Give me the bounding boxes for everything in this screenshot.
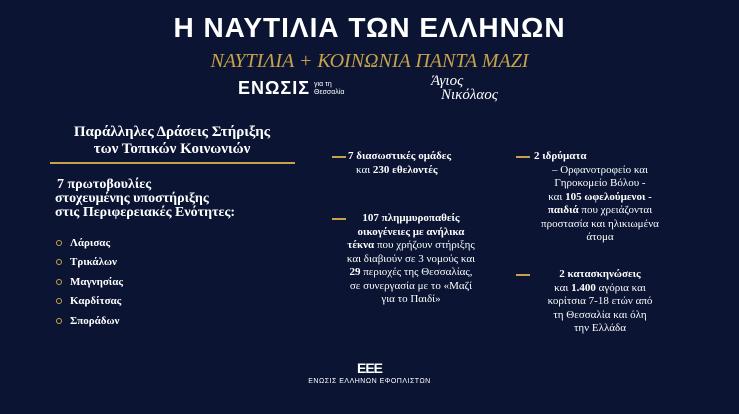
initiatives-title: 7 πρωτοβουλίες στοχευμένης υποστήριξης στις Περιφερειακές Ενότητες:: [55, 177, 236, 220]
institutions-block: 2 ιδρύματα – Ορφανοτροφείο και Γηροκομείο Βόλου - και 105 ωφελούμενοι - παιδιά που χρειάζονται προστασία και ηλικιωμένα άτομα: [520, 150, 680, 245]
section-divider: [50, 162, 295, 164]
list-item: Μαγνησίας: [56, 272, 123, 292]
page-title: Η ΝΑΥΤΙΛΙΑ ΤΩΝ ΕΛΛΗΝΩΝ: [173, 12, 566, 43]
list-item: Τρικάλων: [56, 253, 123, 273]
list-item: Σποράδων: [56, 311, 123, 331]
gold-dash: [332, 218, 346, 220]
circle-bullet-icon: [56, 298, 62, 304]
circle-bullet-icon: [56, 279, 62, 285]
footer-org-name: ΕΝΩΣΙΣ ΕΛΛΗΝΩΝ ΕΦΟΠΛΙΣΤΩΝ: [308, 378, 431, 385]
enosis-logo: [238, 78, 344, 99]
circle-bullet-icon: [56, 240, 62, 246]
gold-dash: [516, 156, 530, 158]
gold-dash: [516, 274, 530, 276]
flood-families-block: 107 πλημμυροπαθείς οικογένειες με ανήλικα τέκνα που χρήζουν στήριξης και διαβιούν σε 3 νομούς και 29 περιοχές της Θεσσαλίας, σε συνεργασία με το «Μαζί για το Παιδί»: [336, 212, 486, 307]
region-list: [56, 233, 123, 331]
list-item: Λάρισας: [56, 233, 123, 253]
page-subtitle: ΝΑΥΤΙΛΙΑ + ΚΟΙΝΩΝΙΑ ΠΑΝΤΑ ΜΑΖΙ: [210, 50, 529, 72]
agios-nikolaos-logo: [425, 74, 515, 102]
circle-bullet-icon: [56, 318, 62, 324]
enosis-logo-sub: για τη Θεσσαλία: [314, 80, 345, 96]
list-item: Καρδίτσας: [56, 292, 123, 312]
gold-dash: [332, 156, 346, 158]
eee-mark-icon: ΕΕΕ: [356, 360, 382, 376]
rescue-teams-block: 7 διασωστικές ομάδες και 230 εθελοντές: [348, 150, 488, 177]
enosis-logo-text: ΕΝΩΣΙΣ: [238, 78, 311, 98]
union-greek-shipowners-logo: [0, 360, 739, 385]
agios-logo-line1: Άγιος: [431, 73, 464, 89]
agios-logo-line2: Νικόλαος: [441, 87, 498, 103]
circle-bullet-icon: [56, 259, 62, 265]
section-title: Παράλληλες Δράσεις Στήριξης των Τοπικών Κοινωνιών: [73, 124, 271, 157]
camps-block: 2 κατασκηνώσεις και 1.400 αγόρια και κορίτσια 7-18 ετών από τη Θεσσαλία και όλη την Ελλάδα: [520, 268, 680, 336]
